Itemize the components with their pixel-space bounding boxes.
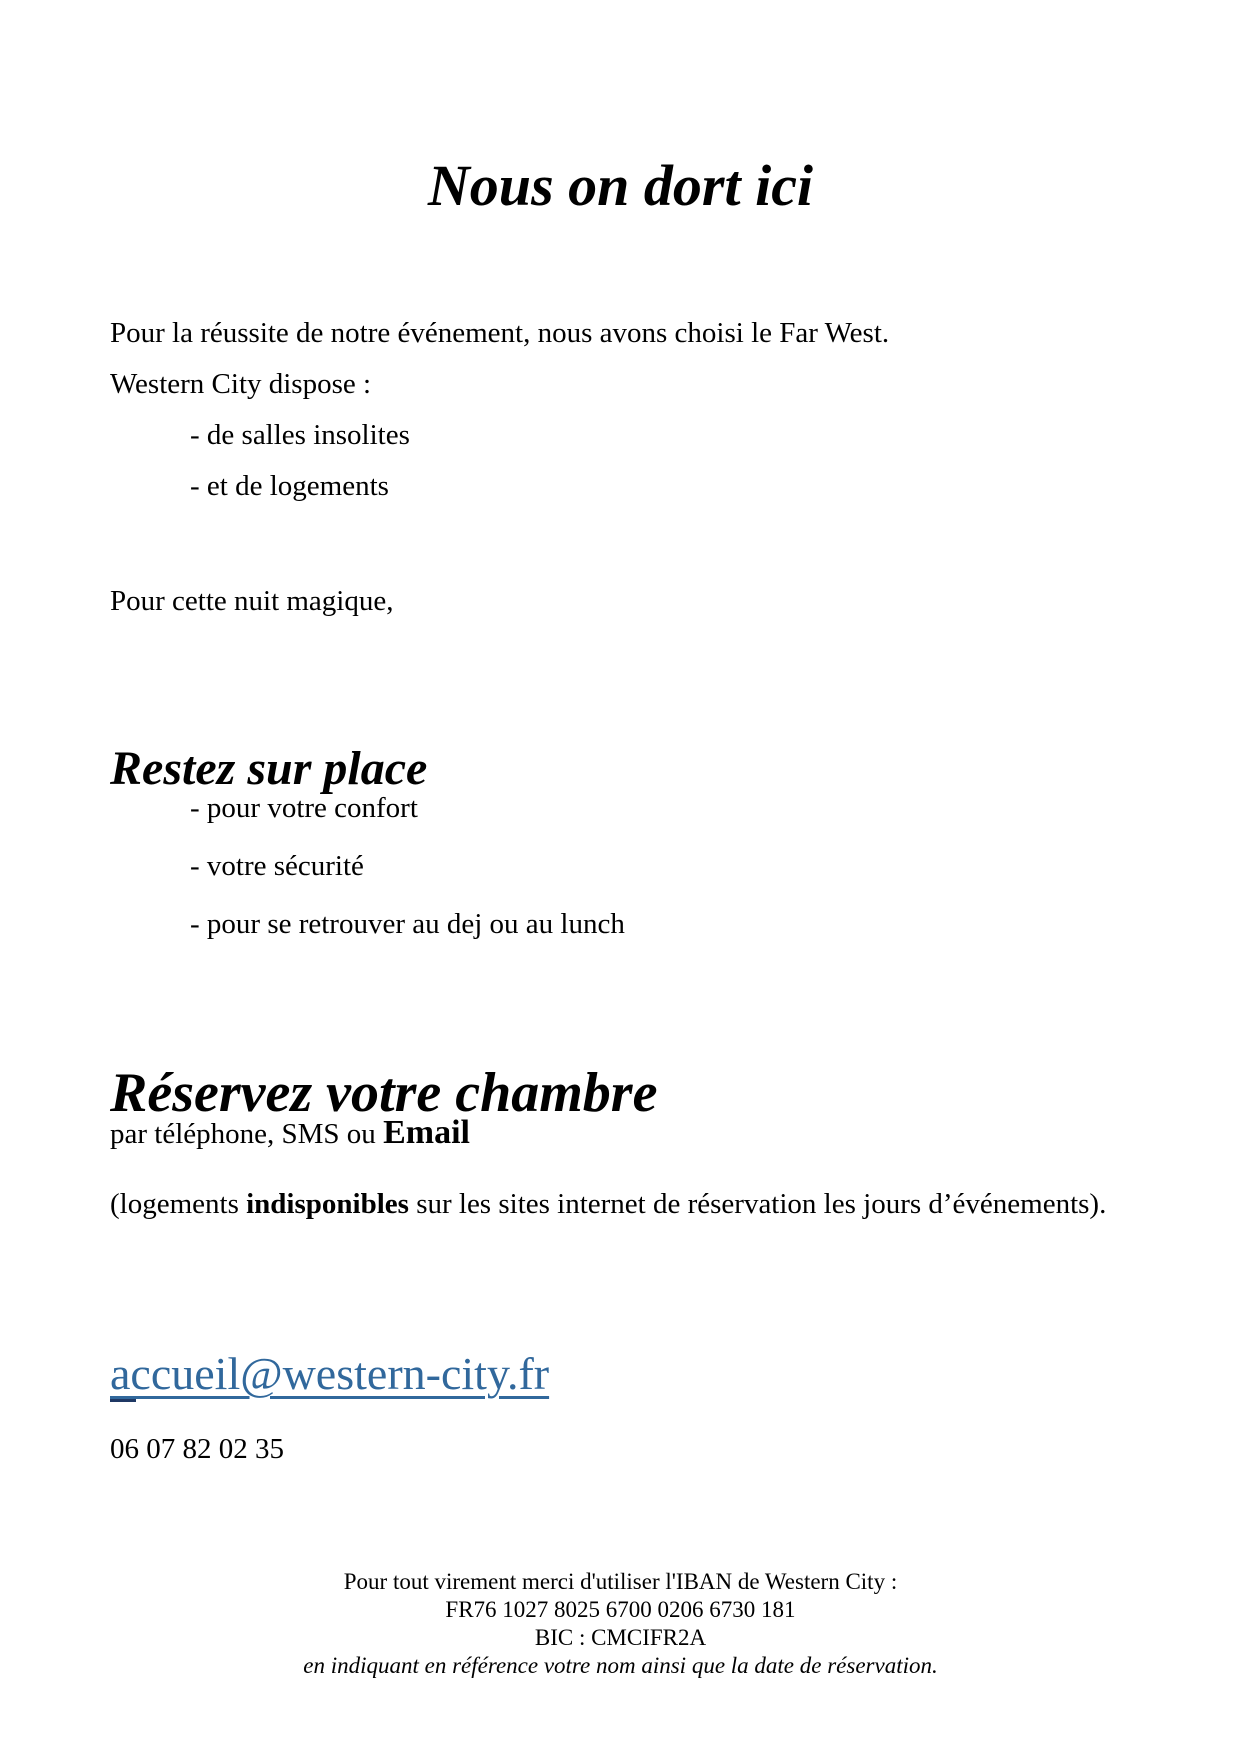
availability-note-bold: indisponibles <box>246 1188 409 1220</box>
contact-line-email-word: Email <box>383 1114 470 1151</box>
footer-block <box>0 1568 1241 1680</box>
document-title: Nous on dort ici <box>427 152 814 218</box>
contact-line <box>110 1112 1130 1155</box>
stay-bullet-confort: - pour votre confort <box>190 792 418 824</box>
stay-bullet-lunch: - pour se retrouver au dej ou au lunch <box>190 908 625 940</box>
intro-bullet-logements: - et de logements <box>190 470 389 502</box>
stay-bullet-securite: - votre sécurité <box>190 850 364 882</box>
intro-paragraph <box>110 308 1130 512</box>
intro-bullet-salles: - de salles insolites <box>190 419 410 451</box>
footer-bic: BIC : CMCIFR2A <box>534 1625 707 1650</box>
section-heading-stay: Restez sur place <box>110 741 428 795</box>
email-link[interactable]: accueil@western-city.fr <box>110 1348 550 1399</box>
footer-reference-note: en indiquant en référence votre nom ainsi que la date de réservation. <box>303 1653 938 1678</box>
availability-note-prefix: (logements <box>110 1188 247 1220</box>
intro-line-choice: Pour la réussite de notre événement, nous avons choisi le Far West. <box>110 317 890 349</box>
stay-bullet-list <box>110 779 1130 953</box>
contact-line-text: par téléphone, SMS ou <box>110 1118 384 1150</box>
availability-note <box>110 1173 1130 1235</box>
availability-note-suffix: sur les sites internet de réservation les jours d’événements). <box>408 1188 1107 1220</box>
phone-number: 06 07 82 02 35 <box>110 1433 284 1465</box>
intro-line-dispose: Western City dispose : <box>110 368 372 400</box>
footer-iban: FR76 1027 8025 6700 0206 6730 181 <box>445 1597 796 1622</box>
footer-transfer-line: Pour tout virement merci d'utiliser l'IBAN de Western City : <box>343 1569 898 1594</box>
transition-line: Pour cette nuit magique, <box>110 585 394 617</box>
link-underline-accent <box>110 1399 136 1402</box>
email-line <box>110 1346 549 1402</box>
section-heading-book: Réservez votre chambre <box>110 1062 658 1125</box>
